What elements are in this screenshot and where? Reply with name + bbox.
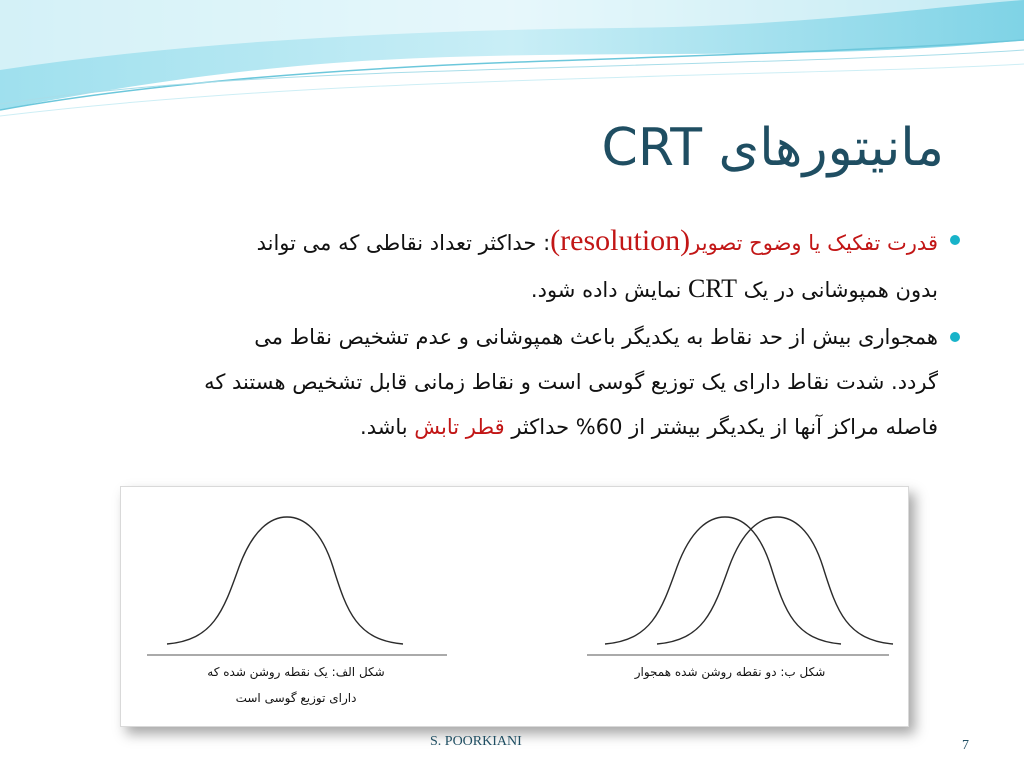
- resolution-term: قدرت تفکیک یا وضوح تصویر: [690, 231, 938, 255]
- overlap-line3-pre: فاصله مراکز آنها از یکدیگر بیشتر از: [622, 415, 938, 439]
- gaussian-curve-left: [605, 517, 841, 644]
- crt-term: CRT: [687, 274, 737, 303]
- bullet-resolution: [78, 218, 938, 313]
- resolution-definition: : حداکثر تعداد نقاطی که می تواند: [256, 231, 551, 255]
- page-number: 7: [962, 738, 969, 753]
- caption-b: شکل ب: دو نقطه روشن شده همجوار: [634, 665, 826, 679]
- bullet-icon: [950, 235, 960, 245]
- overlap-line1: همجواری بیش از حد نقاط به یکدیگر باعث همپوشانی و عدم تشخیص نقاط می: [254, 325, 938, 349]
- caption-a-line1: شکل الف: یک نقطه روشن شده که: [207, 665, 385, 679]
- overlap-line2: گردد. شدت نقاط دارای یک توزیع گوسی است و نقاط زمانی قابل تشخیص هستند که: [204, 370, 938, 394]
- gaussian-figure-panel: [120, 486, 909, 727]
- resolution-line2-post: نمایش داده شود.: [530, 278, 688, 302]
- beam-diameter-term: قطر تابش: [414, 415, 505, 439]
- caption-a-line2: دارای توزیع گوسی است: [235, 691, 357, 705]
- header-wave-decoration: [0, 0, 1024, 130]
- bullet-icon: [950, 332, 960, 342]
- overlap-line3-mid: حداکثر: [504, 415, 576, 439]
- bullet-list: [78, 218, 938, 452]
- footer-author: S. POORKIANI: [430, 734, 522, 749]
- bullet-overlap: [78, 315, 938, 450]
- caption-a: [161, 659, 431, 711]
- resolution-latin: (resolution): [550, 224, 691, 257]
- slide-title: مانیتورهای CRT: [601, 118, 944, 178]
- resolution-line2-pre: بدون همپوشانی در یک: [736, 278, 938, 302]
- gaussian-curve-single: [167, 517, 403, 644]
- overlap-percent: 60%: [575, 415, 623, 439]
- overlap-line3-post: باشد.: [360, 415, 415, 439]
